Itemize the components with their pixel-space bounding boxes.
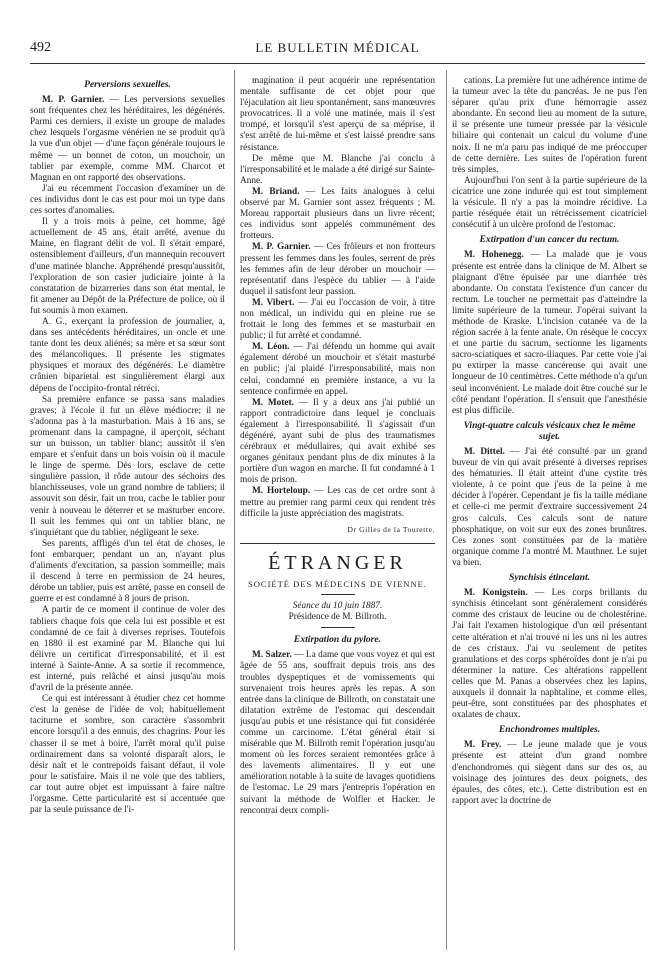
paragraph: J'ai eu récemment l'occasion d'examiner un de ces individus dont le cas est pour moi un type dans ces sortes d'anomalies. [30,183,225,217]
paragraph: Sa première enfance se passa sans maladies graves; à l'école il fut un élève médiocre; il ne s'adonna pas à la masturbation. Mais à 16 ans, se promenant dans la campagne, il aperçoit, séchant sur un buisson, un tablier blanc; aussitôt il s'en empare et s'enfuit dans un bois voisin où il macule le linge de sperme. Dès lors, esclave de cette singulière passion, il rôde autour des séchoirs des blanchisseuses, vole un grand nombre de tabliers; il assouvit son désir, fait un trou, cache le tablier pour venir à nouveau le déterrer et se masturber encore. Il suit les femmes qui ont un tablier blanc, ne s'inquiétant que du tablier, négligeant le sexe. [30,394,225,538]
paragraph [452,740,647,807]
paragraph [240,650,435,816]
running-header [30,40,645,58]
sub-heading: Synchisis étincelant. [508,572,591,584]
paragraph-text: — Les perversions sexuelles sont fréquentes chez les héréditaires, les dégénérés. Parmi ces derniers, il existe un groupe de malades chez lesquels l'orgasme vénérien ne se produit qu'à la vue d'un objet — d'une façon générale toujours le même — un bonnet de coton, un mouchoir, un tablier par exemple, comme MM. Charcot et Magnan en ont rapporté des observations. [30,95,225,183]
paragraph-text: — Les corps brillants du synchisis étincelant sont généralement considérés comme des cristaux de leucine ou de cholestérine. J'ai fait l'examen histologique d'un œil présentant cette altération et n'ai trouvé ni les uns ni les autres de ces cristaux. J'ai vu seulement de petites granulations et des corps sphéroïdes dont je n'ai pu déterminer la nature. Ces altérations rappellent celles que M. Panas a observées chez les lapins, auxquels il donnait la naphtaline, et comme elles, peut-être, sont constituées par des phosphates et oxalates de chaux. [452,588,647,721]
paragraph [240,486,435,519]
paragraph-text: — J'ai défendu un homme qui avait également dérobé un mouchoir et s'était masturbé en public; j'ai plaidé l'irresponsabilité, mais non celui, condamné en première instance, a vu la sentence confirmée en appel. [240,342,435,397]
paragraph [240,398,435,487]
paragraph: De même que M. Blanche j'ai conclu à l'irresponsabilité et le malade a été dirigé sur Sainte-Anne. [240,153,435,186]
paragraph [452,588,647,721]
speaker: M. Motet. [252,397,294,408]
sub-heading: Enchondromes multiples. [498,724,601,736]
paragraph [240,187,435,242]
paragraph: magination il peut acquérir une représentation mentale suffisante de cet objet pour que l'éjaculation ait lieu spontanément, sans manœuvres provocatrices. Il a volé une matinée, mais il s'est trompé, et lorsqu'il s'est aperçu de sa méprise, il s'est arrêté de lui-même et s'est laissé prendre sans résistance. [240,76,435,153]
paragraph: cations. La première fut une adhérence intime de la tumeur avec la tête du pancréas. Je ne pus l'en séparer qu'au prix d'une hémorragie assez abondante. En second lieu au moment de la suture, il se présente une tumeur pressée par la vésicule biliaire qui contenait un calcul du volume d'une noix. Il ne m'a paru pas indiqué de me préoccuper de cette dernière. Les suites de l'opération furent très simples. [452,76,647,175]
speaker: M. Briand. [252,186,300,197]
paragraph [452,447,647,569]
short-rule [321,594,355,595]
paragraph: Ce qui est intéressant à étudier chez cet homme c'est la genèse de l'idée de vol; habituellement taciturne et sombre, son caractère s'assombrit encore lorsqu'il a des ennuis, des chagrins. Pour les chasser il se met à boire, l'arrêt moral qu'il puise ordinairement dans sa volonté disparaît alors, le désir naît et le contrepoids faisant défaut, il vole pour le satisfaire. Mais il ne vole que des tabliers, car tout autre objet est impuissant à faire naître l'orgasme. Cette particularité est si accentuée que par la seule puissance de l'i- [30,694,225,816]
paragraph: Ses parents, affligés d'un tel état de choses, le font embarquer; pendant un an, n'ayant plus d'aliments d'excitation, sa passion sommeille; mais il descend à terre en permission de 24 heures, dérobe un tablier, puis est arrêté, passe en conseil de guerre et est condamné à 8 jours de prison. [30,538,225,605]
speaker: M. P. Garnier. [252,242,311,253]
paragraph-text: — J'ai eu l'occasion de voir, à titre non médical, un individu qui en pleine rue se frottait le long des femmes et se masturbait en public; il fut arrêté et condamné. [240,297,435,342]
paragraph: Aujourd'hui l'on sent à la partie supérieure de la cicatrice une zone indurée qui est tout simplement la vésicule. Il n'y a pas la moindre récidive. La partie réséquée était un rétrécissement cicatriciel consécutif à un ulcère profond de l'estomac. [452,175,647,231]
paragraph [240,242,435,297]
journal-title: LE BULLETIN MÉDICAL [255,40,420,55]
paragraph-text: — Le jeune malade que je vous présente est atteint d'un grand nombre d'enchondromes qui siègent dans sur des os, au voisinage des jointures des deux poignets, des épaules, des côtes, etc.). Cette distribution est en rapport avec la doctrine de [452,740,647,806]
speaker: M. Konigstein. [464,588,528,599]
paragraph-text: — Ces frôleurs et non frotteurs pressent les femmes dans les foules, serrent de près les femmes afin de leur dérober un mouchoir — représentatif dans l'espèce du tablier — à l'aide duquel il satisfont leur passion. [240,242,435,297]
speaker: M. Léon. [252,342,290,353]
short-rule [321,627,355,628]
header-rule [30,63,645,64]
paragraph-text: — La malade que je vous présente est entrée dans la clinique de M. Albert se plaignant d'être épuisée par une diarrhée très abondante. On constata l'existence d'un cancer du rectum. Le toucher ne permettait pas d'atteindre la limite supérieure de la tumeur. J'opérai suivant la méthode de Kraske. L'incision cutanée va de la région sacrée à la fente anale. On résèque le coccyx et une partie du sacrum, sectionne les ligaments sacro-sciatiques et sacro-iliaques. Par cette voie j'ai pu extirper la masse cancéreuse qui avait une longueur de 10 centimètres. Cette méthode n'a qu'un seul inconvénient. Le malade doit être couché sur le côté pendant l'opération. Il s'ensuit que l'anesthésie est plus difficile. [452,250,647,416]
paragraph-text: — Les cas de cet ordre sont à mettre au premier rang parmi ceux qui rendent très difficile la juste appréciation des magistrats. [240,486,435,519]
paragraph [30,95,225,184]
section-heading: Perversions sexuelles. [84,79,171,90]
paragraph-text: — Il y a deux ans j'ai publié un rapport contradictoire dans lequel je concluais également à l'irresponsabilité. Il s'agissait d'un dégénéré, ayant subi de plus des traumatismes cérébraux et médullaires, qui avait exhibé ses organes génitaux pendant plus de dix minutes à la portière d'un wagon en marche. Il fut condamné à 1 mois de prison. [240,397,435,486]
paragraph: A partir de ce moment il continue de voler des tabliers chaque fois que cela lui est possible et est condamné de ce fait à diverses reprises. Toutefois en 1880 il est examiné par M. Blanche qui lui délivre un certificat d'irresponsabilité, et il est interné à Sainte-Anne. A sa sortie il recommence, est interné, puis relâché et ainsi jusqu'au mois d'avril de la présente année. [30,605,225,694]
session-date: Séance du 10 juin 1887. [292,601,383,612]
paragraph [452,250,647,416]
section-title: ÉTRANGER [268,551,407,574]
presidency: Présidence de M. Billroth. [288,612,387,623]
speaker: M. Hohenegg. [464,250,524,261]
speaker: M. Salzer. [252,650,292,661]
speaker: M. Horteloup. [252,486,311,497]
column-divider [446,70,447,950]
paragraph-text: — Les faits analogues à celui observé par M. Garnier sont assez fréquents ; M. Moreau rapportait plusieurs dans un livre récent; ces individus sont appelés communément des frotteurs. [240,186,435,242]
speaker: M. Dittel. [464,447,505,457]
paragraph [240,342,435,397]
column-3 [452,76,647,946]
page-number: 492 [30,40,51,55]
paragraph-text: — J'ai été consulté par un grand buveur de vin qui avait présenté à diverses reprises des hématuries. Il était atteint d'une cystite très violente, à ce point que j'eus de la peine à me décider à l'opérer. Cependant je fis la taille médiane et celle-ci me permit d'extraire successivement 24 gros calculs. Ces calculs sont de nature phosphatique, on voit sur eux des zones brunâtres. Ces zones sont constituées par de la matière organique comme l'a montré M. Mauthner. Le sujet va bien. [452,447,647,568]
speaker: M. P. Garnier. [42,95,105,106]
paragraph: A. G., exerçant la profession de journalier, a, dans ses antécédents héréditaires, un oncle et une tante dont les deux aliénés; sa mère et sa sœur sont des mélancoliques. Il présente les stigmates physiques et moraux des dégénérés. Le diamètre crânien biparietal est singulièrement élargi aux dépens de l'occipito-frontal rétréci. [30,316,225,394]
column-1 [30,76,225,946]
sub-heading: Extirpation du pylore. [293,634,382,646]
paragraph: Il y a trois mois à peine, cet homme, âgé actuellement de 45 ans, était arrêté, avenue du Maine, en flagrant délit de vol. Il s'était emparé, ostensiblement d'ailleurs, d'un mannequin recouvert d'une matinée blanche. Appréhendé presqu'aussitôt, l'exploration de son casier judiciaire jointe à la constatation de bizarreries dans son état mental, le fit amener au Dépôt de la Préfecture de police, où il fut soumis à mon examen. [30,217,225,316]
speaker: M. Vibert. [252,297,295,308]
author-signature: Dr Gilles de la Tourette. [347,524,435,534]
sub-heading: Extirpation d'un cancer du rectum. [479,234,620,246]
sub-heading: Vingt-quatre calculs vésicaux chez le même sujet. [463,419,636,442]
column-2 [240,76,435,946]
paragraph-text: — La dame que vous voyez et qui est âgée de 55 ans, souffrait depuis trois ans des troubles dyspeptiques et de vomissements qui survenaient trois heures après les repas. A son entrée dans la clinique de Billroth, on constatait une dilatation extrême de l'estomac qui descendait jusqu'au pubis et une résistance qui fut considérée comme un carcinome. L'état général était si misérable que M. Billroth remit l'opération jusqu'au moment où les forces seraient remontées grâce à des lavements alimentaires. Il y eut une amélioration notable à la suite de lavages quotidiens de l'estomac. Le 29 mars j'entrepris l'opération en suivant la méthode de Wolfler et Hacker. Je rencontrai deux compli- [240,650,435,816]
section-rule [240,543,435,544]
paragraph [240,298,435,342]
society-name: SOCIÉTÉ DES MÉDECINS DE VIENNE. [248,578,427,589]
speaker: M. Frey. [464,740,502,751]
column-divider [234,70,235,950]
